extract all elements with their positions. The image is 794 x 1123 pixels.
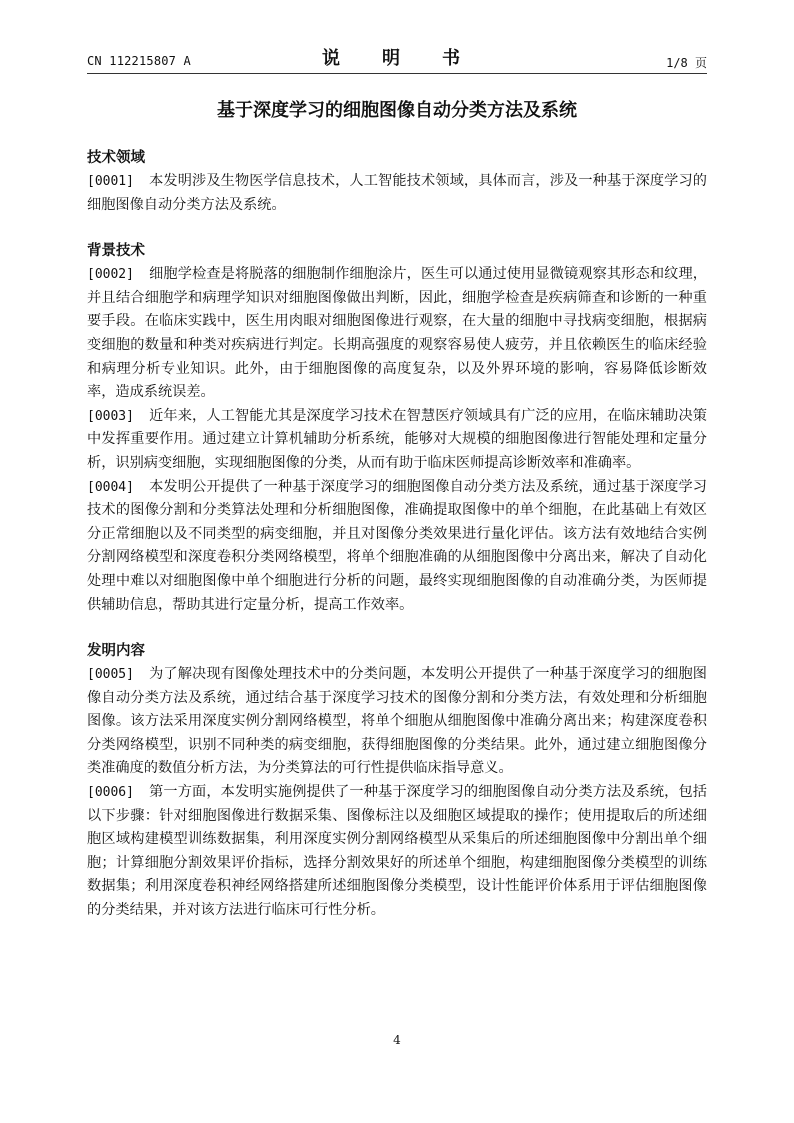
paragraph bbox=[87, 263, 707, 405]
paragraph-number: [0003] bbox=[87, 408, 134, 424]
document-type: 说 明 书 bbox=[322, 48, 472, 69]
section-heading-technical-field: 技术领域 bbox=[87, 150, 145, 166]
page-number: 4 bbox=[393, 1033, 401, 1047]
header-divider bbox=[87, 73, 707, 74]
paragraph bbox=[87, 663, 707, 781]
paragraph-number: [0004] bbox=[87, 479, 134, 495]
page-indicator: 1/8 页 bbox=[666, 56, 707, 70]
document-title: 基于深度学习的细胞图像自动分类方法及系统 bbox=[217, 100, 577, 121]
page-header bbox=[87, 42, 707, 72]
document-body bbox=[87, 146, 707, 923]
paragraph-text: 本发明涉及生物医学信息技术，人工智能技术领域，具体而言，涉及一种基于深度学习的细胞图像自动分类方法及系统。 bbox=[87, 173, 707, 213]
publication-number: CN 112215807 A bbox=[87, 54, 191, 68]
section-heading-background: 背景技术 bbox=[87, 243, 145, 260]
paragraph-text: 第一方面，本发明实施例提供了一种基于深度学习的细胞图像自动分类方法及系统，包括以下步骤：针对细胞图像进行数据采集、图像标注以及细胞区域提取的操作；使用提取后的所述细胞区域构建模型训练数据集，利用深度实例分割网络模型从采集后的所述细胞图像中分割出单个细胞；计算细胞分割效果评价指标，选择分割效果好的所述单个细胞，构建细胞图像分类模型的训练数据集；利用深度卷积神经网络搭建所述细胞图像分类模型，设计性能评价体系用于评估细胞图像的分类结果，并对该方法进行临床可行性分析。 bbox=[87, 784, 707, 919]
paragraph-number: [0006] bbox=[87, 785, 134, 801]
paragraph bbox=[87, 170, 707, 217]
paragraph bbox=[87, 781, 707, 923]
paragraph-text: 近年来，人工智能尤其是深度学习技术在智慧医疗领域具有广泛的应用，在临床辅助决策中发挥重要作用。通过建立计算机辅助分析系统，能够对大规模的细胞图像进行智能处理和定量分析，识别病变细胞，实现细胞图像的分类，从而有助于临床医师提高诊断效率和准确率。 bbox=[87, 407, 707, 471]
paragraph-text: 为了解决现有图像处理技术中的分类问题，本发明公开提供了一种基于深度学习的细胞图像自动分类方法及系统，通过结合基于深度学习技术的图像分割和分类方法，有效处理和分析细胞图像。该方法采用深度实例分割网络模型，将单个细胞从细胞图像中准确分离出来；构建深度卷积分类网络模型，识别不同种类的病变细胞，获得细胞图像的分类结果。此外，通过建立细胞图像分类准确度的数值分析方法，为分类算法的可行性提供临床指导意义。 bbox=[87, 666, 707, 777]
paragraph-text: 本发明公开提供了一种基于深度学习的细胞图像自动分类方法及系统，通过基于深度学习技术的图像分割和分类算法处理和分析细胞图像，准确提取图像中的单个细胞，在此基础上有效区分正常细胞以及不同类型的病变细胞，并且对图像分类效果进行量化评估。该方法有效地结合实例分割网络模型和深度卷积分类网络模型，将单个细胞准确的从细胞图像中分离出来，解决了自动化处理中难以对细胞图像中单个细胞进行分析的问题，最终实现细胞图像的自动准确分类，为医师提供辅助信息，帮助其进行定量分析，提高工作效率。 bbox=[87, 478, 707, 613]
paragraph-number: [0002] bbox=[87, 267, 134, 283]
paragraph bbox=[87, 405, 707, 476]
section-heading-summary: 发明内容 bbox=[87, 643, 145, 660]
paragraph-number: [0005] bbox=[87, 667, 134, 683]
paragraph bbox=[87, 476, 707, 618]
paragraph-number: [0001] bbox=[87, 174, 134, 189]
paragraph-text: 细胞学检查是将脱落的细胞制作细胞涂片，医生可以通过使用显微镜观察其形态和纹理，并且结合细胞学和病理学知识对细胞图像做出判断，因此，细胞学检查是疾病筛查和诊断的一种重要手段。在临床实践中，医生用肉眼对细胞图像进行观察，在大量的细胞中寻找病变细胞，根据病变细胞的数量和种类对疾病进行判定。长期高强度的观察容易使人疲劳，并且依赖医生的临床经验和病理分析专业知识。此外，由于细胞图像的高度复杂，以及外界环境的影响，容易降低诊断效率，造成系统误差。 bbox=[87, 266, 707, 401]
